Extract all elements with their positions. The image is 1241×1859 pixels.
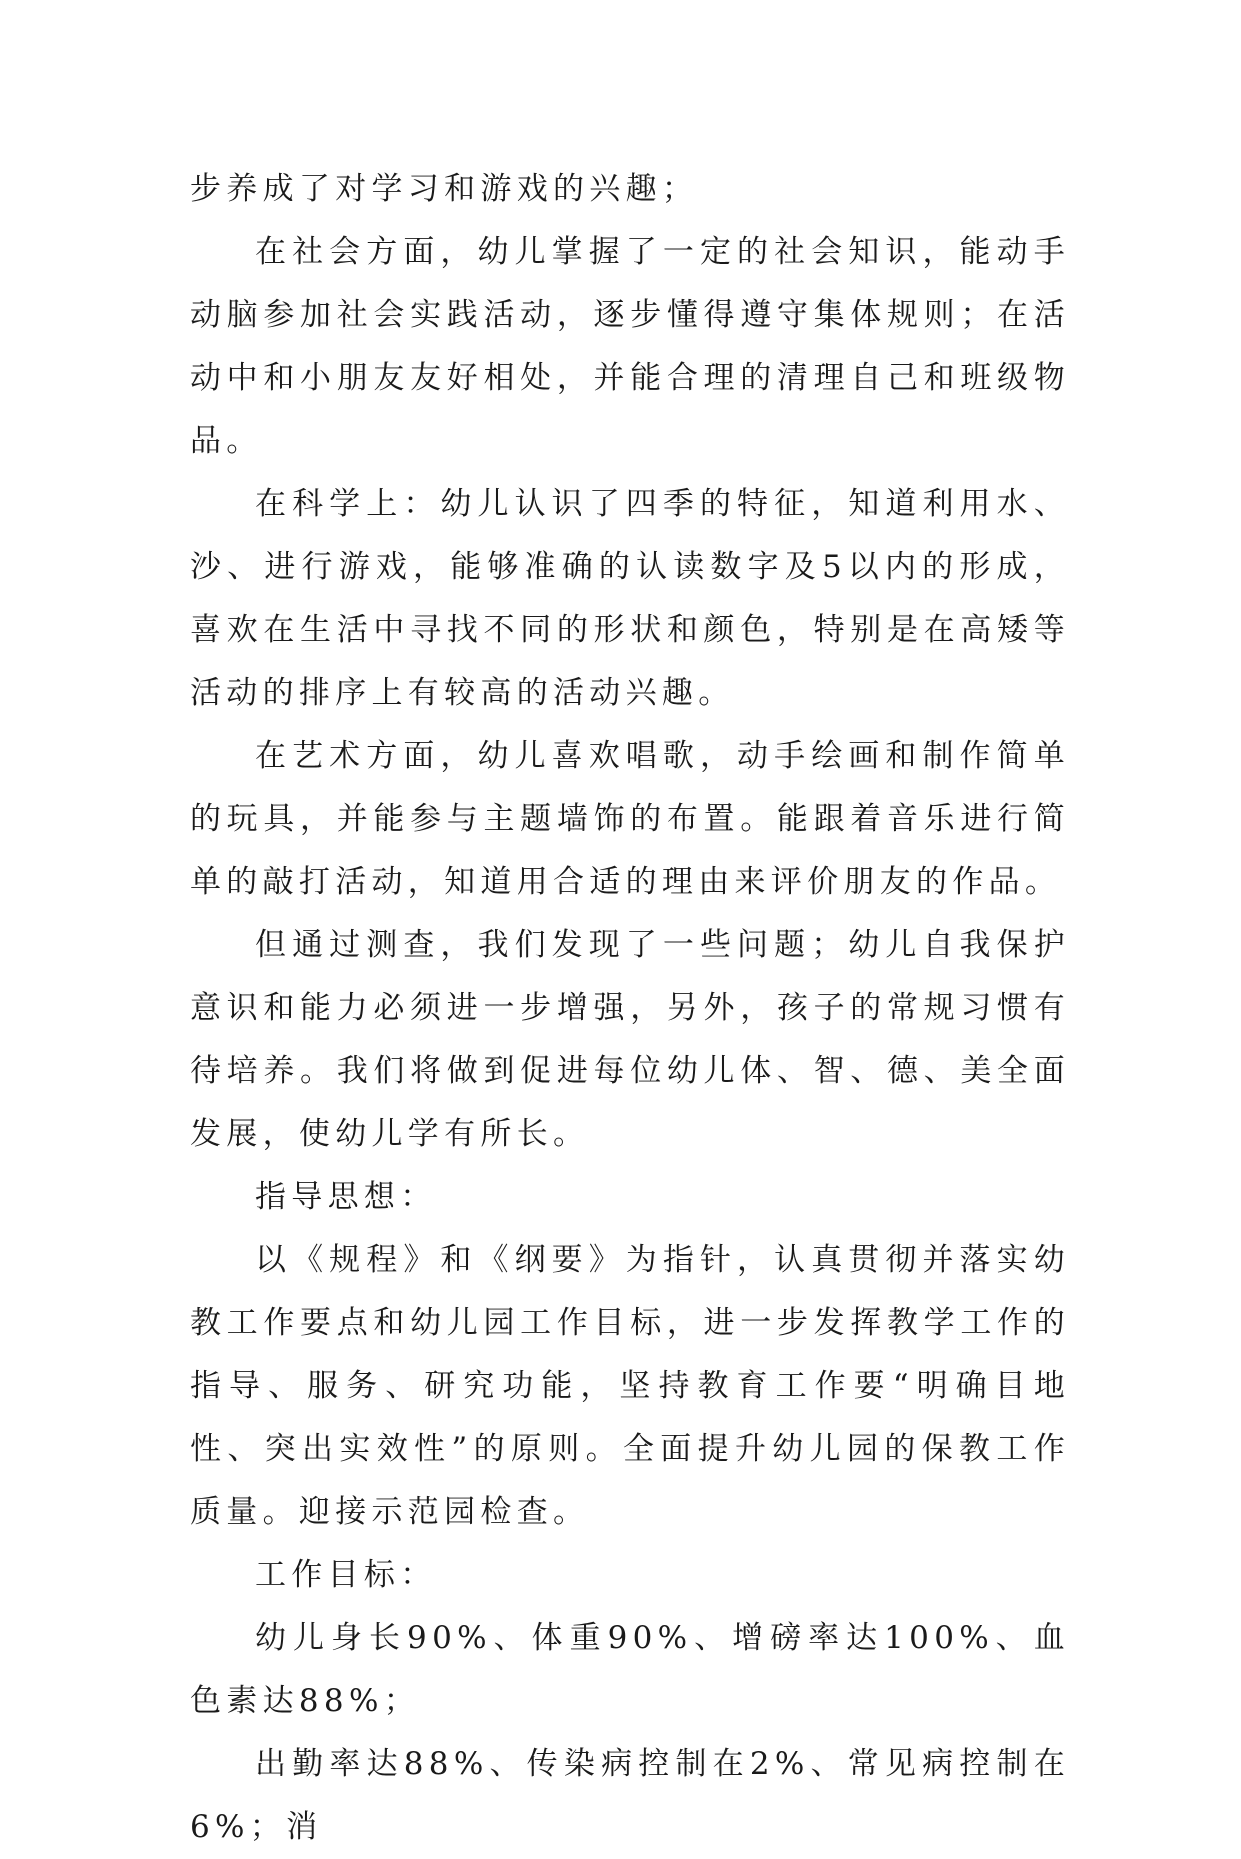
- paragraph: 幼儿身长90%、体重90%、增磅率达100%、血色素达88%；: [190, 1620, 1070, 1719]
- section-heading: 指导思想：: [255, 1179, 437, 1215]
- paragraph: 以《规程》和《纲要》为指针，认真贯彻并落实幼教工作要点和幼儿园工作目标，进一步发挥教学工作的指导、服务、研究功能，坚持教育工作要“明确目地性、突出实效性”的原则。全面提升幼儿园的保教工作质量。迎接示范园检查。: [190, 1242, 1070, 1530]
- paragraph: 步养成了对学习和游戏的兴趣；: [190, 171, 699, 207]
- paragraph: 但通过测查，我们发现了一些问题；幼儿自我保护意识和能力必须进一步增强，另外，孩子的常规习惯有待培养。我们将做到促进每位幼儿体、智、德、美全面发展，使幼儿学有所长。: [190, 927, 1070, 1152]
- paragraph: 在艺术方面，幼儿喜欢唱歌，动手绘画和制作简单的玩具，并能参与主题墙饰的布置。能跟着音乐进行简单的敲打活动，知道用合适的理由来评价朋友的作品。: [190, 738, 1070, 900]
- document-body: [190, 158, 1070, 1859]
- paragraph: 出勤率达88%、传染病控制在2%、常见病控制在6%；消: [190, 1746, 1070, 1845]
- section-heading: 工作目标：: [255, 1557, 437, 1593]
- paragraph: 在社会方面，幼儿掌握了一定的社会知识，能动手动脑参加社会实践活动，逐步懂得遵守集体规则；在活动中和小朋友友好相处，并能合理的清理自己和班级物品。: [190, 234, 1070, 459]
- paragraph: 在科学上：幼儿认识了四季的特征，知道利用水、沙、进行游戏，能够准确的认读数字及5以内的形成，喜欢在生活中寻找不同的形状和颜色，特别是在高矮等活动的排序上有较高的活动兴趣。: [190, 486, 1070, 711]
